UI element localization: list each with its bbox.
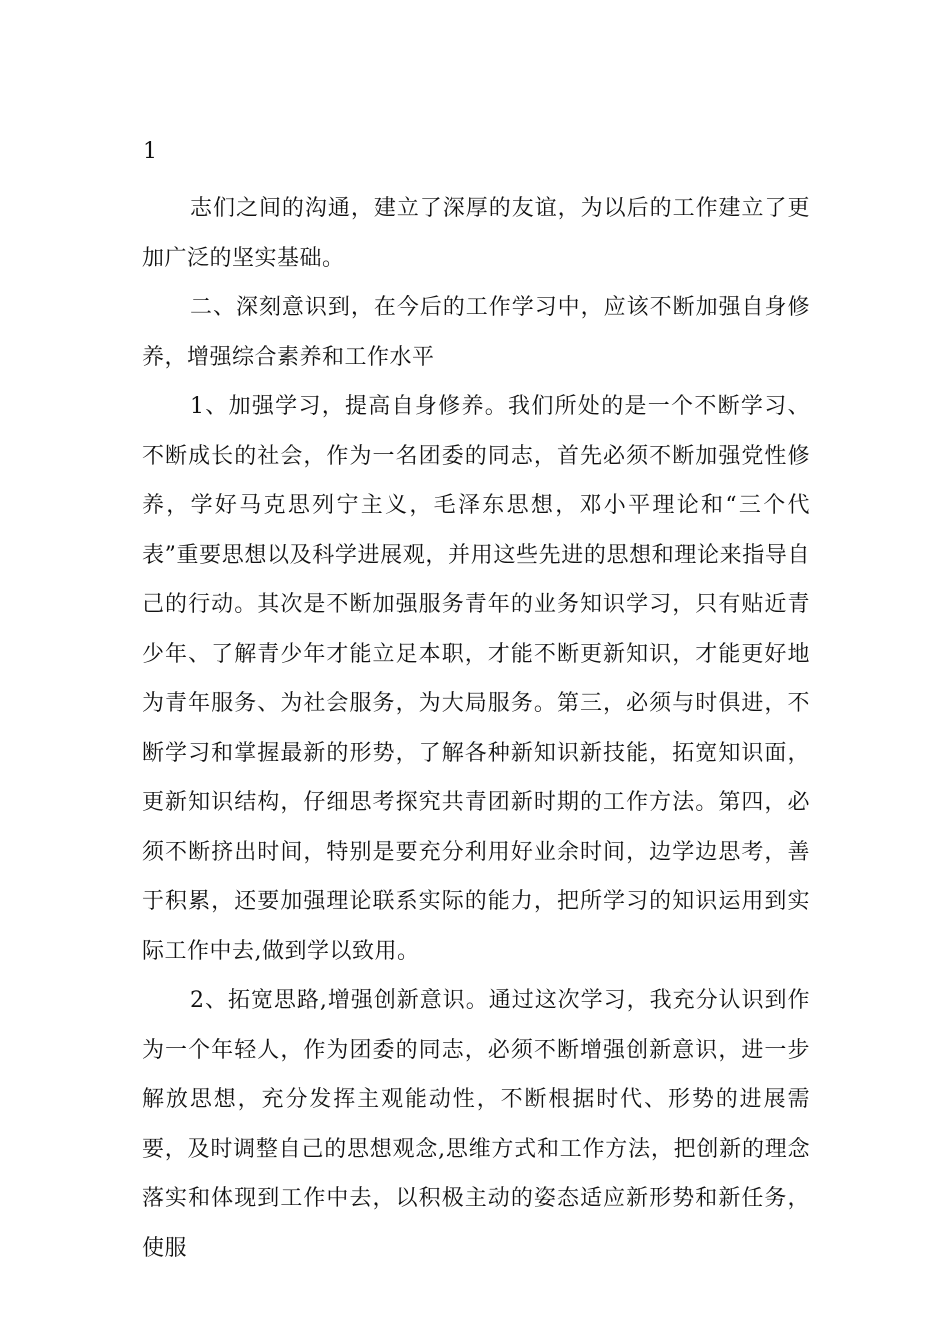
paragraph-continuation: 志们之间的沟通，建立了深厚的友谊，为以后的工作建立了更加广泛的坚实基础。 [142,196,810,271]
page-number: 1 [143,139,157,164]
paragraph-item-2: 2、拓宽思路,增强创新意识。通过这次学习，我充分认识到作为一个年轻人，作为团委的同志，必须不断增强创新意识，进一步解放思想，充分发挥主观能动性，不断根据时代、形势的进展需要，及时调整自己的思想观念,思维方式和工作方法，把创新的理念落实和体现到工作中去，以积极主动的姿态适应新形势和新任务，使服 [142,988,810,1261]
section-heading-two: 二、深刻意识到，在今后的工作学习中，应该不断加强自身修养，增强综合素养和工作水平 [142,295,810,370]
paragraph-item-1: 1、加强学习，提高自身修养。我们所处的是一个不断学习、不断成长的社会，作为一名团委的同志，首先必须不断加强党性修养，学好马克思列宁主义，毛泽东思想，邓小平理论和“三个代表”重要思想以及科学进展观，并用这些先进的思想和理论来指导自己的行动。其次是不断加强服务青年的业务知识学习，只有贴近青少年、了解青少年才能立足本职，才能不断更新知识，才能更好地为青年服务、为社会服务，为大局服务。第三，必须与时俱进，不断学习和掌握最新的形势，了解各种新知识新技能，拓宽知识面，更新知识结构，仔细思考探究共青团新时期的工作方法。第四，必须不断挤出时间，特别是要充分利用好业余时间，边学边思考，善于积累，还要加强理论联系实际的能力，把所学习的知识运用到实际工作中去,做到学以致用。 [142,394,810,964]
document-body [142,184,810,1273]
